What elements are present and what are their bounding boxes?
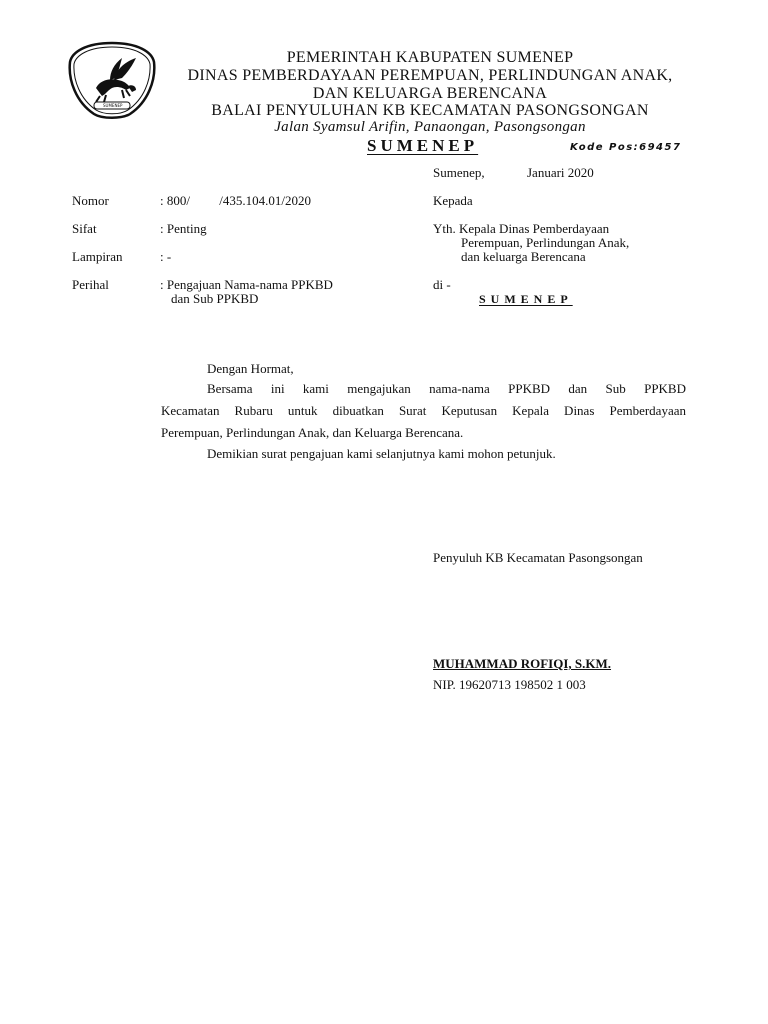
date-month-year: Januari 2020: [527, 165, 594, 180]
letterhead-line-2: DINAS PEMBERDAYAAN PEREMPUAN, PERLINDUNGAN ANAK,: [187, 67, 673, 84]
recipient-line-3: dan keluarga Berencana: [461, 249, 586, 264]
nomor-label: Nomor: [72, 193, 109, 208]
nomor-value: : 800/ /435.104.01/2020: [160, 193, 311, 208]
signature-name: MUHAMMAD ROFIQI, S.KM.: [433, 656, 612, 671]
paragraph-1-line-3: Perempuan, Perlindungan Anak, dan Keluarga Berencana.: [161, 425, 464, 440]
signature-nip: NIP. 19620713 198502 1 003: [433, 677, 586, 692]
perihal-label: Perihal: [72, 277, 109, 292]
letterhead-line-4: BALAI PENYULUHAN KB KECAMATAN PASONGSONGAN: [211, 102, 649, 119]
recipient-di: di -: [433, 277, 451, 292]
sifat-value: : Penting: [160, 221, 207, 236]
sumenep-logo: [66, 40, 158, 122]
recipient-line-2: Perempuan, Perlindungan Anak,: [461, 235, 630, 250]
letterhead-postal-code: Kode Pos:69457: [570, 142, 682, 153]
letterhead-line-1: PEMERINTAH KABUPATEN SUMENEP: [286, 49, 574, 66]
recipient-kepada: Kepada: [433, 193, 473, 208]
lampiran-value: : -: [160, 249, 172, 264]
lampiran-label: Lampiran: [72, 249, 123, 264]
letterhead-address: Jalan Syamsul Arifin, Panaongan, Pasongsongan: [274, 119, 586, 135]
perihal-value-line-2: dan Sub PPKBD: [171, 291, 259, 306]
recipient-city: SUMENEP: [479, 292, 573, 306]
paragraph-1-line-2: Kecamatan Rubaru untuk dibuatkan Surat Keputusan Kepala Dinas Pemberdayaan: [161, 403, 686, 418]
greeting: Dengan Hormat,: [207, 361, 294, 376]
paragraph-2: Demikian surat pengajuan kami selanjutnya kami mohon petunjuk.: [207, 446, 556, 461]
signature-title: Penyuluh KB Kecamatan Pasongsongan: [433, 550, 643, 565]
paragraph-1-line-1: Bersama ini kami mengajukan nama-nama PPKBD dan Sub PPKBD: [207, 381, 686, 396]
date-place: Sumenep,: [433, 165, 485, 180]
logo-text: SUMENEP: [103, 103, 123, 108]
sifat-label: Sifat: [72, 221, 97, 236]
recipient-line-1: Yth. Kepala Dinas Pemberdayaan: [433, 221, 610, 236]
perihal-value-line-1: : Pengajuan Nama-nama PPKBD: [160, 277, 333, 292]
letterhead-city: SUMENEP: [367, 136, 479, 155]
letterhead-line-3: DAN KELUARGA BERENCANA: [312, 85, 548, 102]
